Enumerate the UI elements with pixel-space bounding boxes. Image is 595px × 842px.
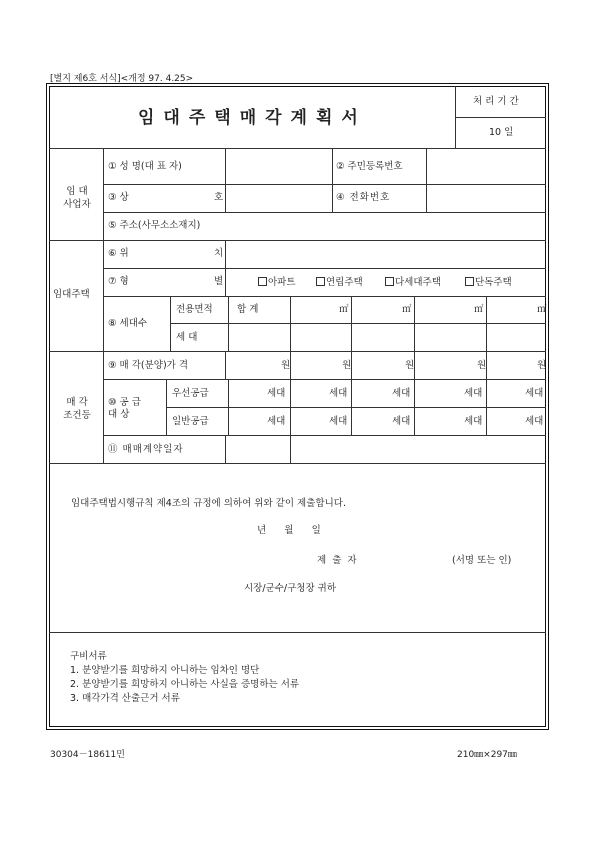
household-label: 세 대 [176,332,198,343]
sqm-unit: ㎡ [402,304,412,315]
section-housing-label: 임대주택 [53,289,90,300]
sqm-unit: ㎡ [339,304,349,315]
divider [170,323,546,324]
processing-period-value: 10 일 [489,127,514,138]
type-detached-checkbox[interactable]: 단독주택 [465,277,512,288]
section-lessor-text: 임 대 사업자 [63,186,91,210]
field-contract-date-label: ⑪ 매매계약일자 [108,444,184,455]
won-unit: 원 [342,360,352,371]
paper-size: 210㎜×297㎜ [457,750,517,760]
household-unit: 세대 [464,388,483,399]
household-unit: 세대 [329,388,348,399]
divider [49,632,546,633]
household-unit: 세대 [267,416,286,427]
field-type-label: ⑦ 형 [108,276,129,287]
field-type-label-suffix: 별 [214,276,224,287]
won-unit: 원 [477,360,487,371]
field-supply-target-label-2: 대 상 [108,409,130,420]
field-address-label: ⑤ 주소(사무소소재지) [108,220,201,231]
household-unit: 세대 [525,416,544,427]
field-location-label-suffix: 치 [214,248,224,259]
divider [170,296,171,351]
declaration-submitter: 제 출 자 [317,555,357,566]
divider [228,379,229,435]
divider [228,296,229,351]
contract-date-input[interactable] [226,436,545,462]
form-title: 임대주택매각계획서 [138,108,367,128]
sqm-unit: ㎡ [537,304,547,315]
phone-input[interactable] [427,185,545,211]
divider [103,379,546,380]
divider [103,148,104,463]
section-conditions-label [52,396,102,422]
divider [49,351,546,352]
declaration-date: 년 월 일 [257,525,321,536]
name-input[interactable] [226,149,331,183]
declaration-addressee: 시장/군수/구청장 귀하 [244,583,337,594]
company-input[interactable] [226,185,331,211]
field-resident-number-label: ② 주민등록번호 [336,161,403,172]
field-company-label: ③ 상 [108,192,129,203]
section-lessor-label [52,185,102,211]
supply-priority-label: 우선공급 [172,388,209,399]
household-unit: 세대 [525,388,544,399]
attachment-item: 3. 매각가격 산출근거 서류 [70,693,180,704]
field-household-count-label: ⑧ 세대수 [108,318,148,329]
form-code: 30304－18611민 [50,750,125,760]
resident-number-input[interactable] [427,149,545,183]
divider [225,351,226,379]
attachment-item: 2. 분양받기를 희망하지 아니하는 사실을 증명하는 서류 [70,679,300,690]
field-phone-label: ④ 전화번호 [336,192,391,203]
divider [455,86,456,148]
divider [49,463,546,464]
processing-period-label: 처리기간 [473,96,522,107]
divider [103,268,546,269]
household-unit: 세대 [329,416,348,427]
field-sale-price-label: ⑨ 매 각(분양)가 격 [108,360,189,371]
divider [166,407,546,408]
declaration-signature: (서명 또는 인) [452,555,512,566]
field-name-label: ① 성 명(대 표 자) [108,161,182,172]
field-supply-target-label: ⑩ 공 급 [108,397,141,408]
field-location-label: ⑥ 위 [108,248,129,259]
won-unit: 원 [537,360,547,371]
household-unit: 세대 [464,416,483,427]
supply-general-label: 일반공급 [172,416,209,427]
total-label: 합 계 [237,304,259,315]
field-company-label-suffix: 호 [214,192,224,203]
form-header-note: [별지 제6호 서식]<개정 97. 4.25> [50,74,194,84]
location-input[interactable] [226,241,545,267]
household-unit: 세대 [392,388,411,399]
type-rowhouse-checkbox[interactable]: 연립주택 [316,277,363,288]
won-unit: 원 [405,360,415,371]
household-unit: 세대 [392,416,411,427]
section-conditions-text: 매 각 조건등 [63,397,91,421]
divider [332,148,333,212]
type-apartment-checkbox[interactable]: 아파트 [258,277,296,288]
divider [455,117,546,118]
type-multiplex-checkbox[interactable]: 다세대주택 [385,277,441,288]
address-input[interactable] [226,213,545,239]
attachments-title: 구비서류 [70,651,107,662]
won-unit: 원 [281,360,291,371]
attachment-item: 1. 분양받기를 희망하지 아니하는 임차인 명단 [70,665,260,676]
declaration-statement: 임대주택법시행규칙 제4조의 규정에 의하여 위와 같이 제출합니다. [71,498,346,509]
sqm-unit: ㎡ [474,304,484,315]
household-unit: 세대 [267,388,286,399]
area-label: 전용면적 [176,304,213,315]
divider [166,379,167,435]
